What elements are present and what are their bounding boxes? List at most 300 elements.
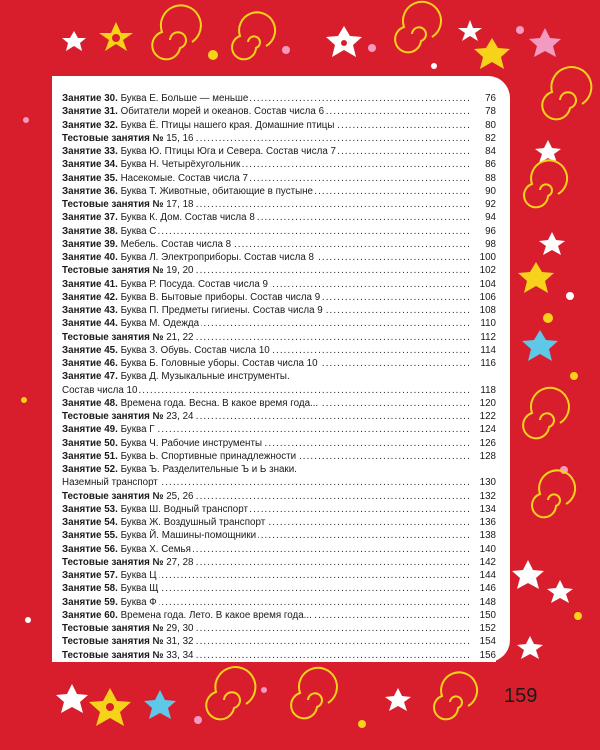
toc-entry-text — [62, 185, 470, 198]
toc-entry — [62, 344, 496, 357]
toc-entry-number: 45. — [104, 344, 118, 356]
toc-entry — [62, 145, 496, 158]
toc-entry-page: 82 — [485, 132, 496, 144]
toc-entry-number: 32. — [104, 119, 118, 131]
star-icon — [522, 330, 558, 361]
toc-entry — [62, 450, 496, 463]
toc-entry-page: 116 — [480, 358, 496, 369]
spiral-icon — [524, 160, 567, 207]
toc-entry-page: 136 — [479, 517, 496, 528]
toc-entry-prefix: Тестовые занятия — [62, 556, 150, 568]
toc-entry-prefix: Тестовые занятия — [62, 649, 150, 661]
toc-entry-page: 84 — [485, 146, 496, 157]
toc-entry-page: 96 — [485, 225, 496, 237]
toc-entry-text — [62, 490, 470, 503]
star-icon — [56, 684, 88, 713]
toc-entry-prefix: Занятие — [62, 93, 102, 104]
toc-entry-number: 39. — [104, 238, 118, 250]
toc-entry-page: 124 — [479, 424, 496, 436]
toc-entry-title: 15, 16 — [166, 132, 194, 144]
toc-entry-title: Буква Ш. Водный транспорт — [120, 503, 248, 515]
toc-entry-title: 27, 28 — [166, 556, 194, 568]
toc-entry-text — [62, 92, 470, 105]
star-icon — [385, 688, 411, 711]
toc-entry-text — [62, 384, 470, 397]
toc-entry-text — [62, 437, 470, 450]
toc-entry — [62, 543, 496, 556]
decor-bottom — [56, 667, 477, 728]
toc-entry-prefix: Тестовые занятия — [62, 411, 150, 422]
toc-entry — [62, 397, 496, 410]
spiral-icon — [434, 672, 477, 719]
toc-entry-page: 130 — [479, 477, 496, 489]
toc-entry — [62, 172, 496, 185]
toc-entry-page: 122 — [479, 411, 496, 422]
toc-entry-text — [62, 291, 470, 304]
toc-entry-text — [62, 198, 470, 211]
decor-left — [21, 117, 31, 623]
toc-entry-number: 55. — [104, 530, 118, 542]
toc-entry — [62, 569, 496, 582]
toc-entry-title: Буква Ф — [120, 596, 157, 608]
toc-entry-page: 92 — [485, 199, 496, 210]
toc-entry-page: 114 — [480, 344, 496, 356]
dot-icon — [21, 397, 27, 403]
toc-entry-page: 146 — [479, 583, 496, 595]
toc-entry-title: Буква Г — [120, 424, 155, 436]
toc-entry-prefix: Занятие — [62, 609, 102, 621]
toc-entry-prefix: Занятие — [62, 371, 102, 383]
toc-entry-number: 41. — [104, 278, 118, 290]
toc-entry-text — [62, 529, 470, 542]
star-icon — [458, 20, 482, 41]
toc-entry-number: № — [152, 623, 164, 634]
toc-entry-title: Буква Щ — [120, 583, 159, 595]
toc-entry — [62, 529, 496, 542]
dot-icon — [566, 292, 574, 300]
toc-entry-title: 25, 26 — [166, 490, 194, 502]
toc-entry-text — [62, 503, 470, 516]
toc-entry-text — [62, 304, 470, 317]
spiral-icon — [532, 470, 575, 517]
toc-entry-title: Буква З. Обувь. Состав числа 10 — [120, 344, 270, 356]
toc-entry-page: 134 — [479, 503, 496, 515]
toc-entry-page: 106 — [479, 291, 496, 303]
spiral-icon — [542, 67, 591, 119]
toc-entry-title: Буква Й. Машины-помощники — [120, 530, 257, 542]
toc-entry-prefix: Занятие — [62, 344, 102, 356]
toc-entry-number: № — [152, 199, 164, 210]
spiral-icon — [523, 388, 569, 438]
toc-entry-text — [62, 251, 470, 264]
toc-entry-page: 110 — [480, 318, 496, 330]
decor-right — [512, 67, 591, 659]
toc-entry — [62, 503, 496, 516]
toc-entry — [62, 410, 496, 423]
toc-entry-prefix: Занятие — [62, 119, 102, 131]
star-icon — [474, 38, 510, 69]
toc-entry-number: № — [152, 556, 164, 568]
toc-entry-number: 53. — [104, 503, 118, 515]
toc-entry-prefix: Занятие — [62, 212, 102, 224]
toc-entry-text — [62, 278, 470, 291]
toc-entry-text — [62, 331, 470, 344]
toc-entry-page: 118 — [480, 384, 496, 396]
toc-entry-number: 54. — [104, 517, 118, 528]
star-icon — [529, 28, 561, 57]
toc-entry-page: 88 — [485, 172, 496, 184]
toc-entry — [62, 331, 496, 344]
star-icon — [517, 636, 543, 659]
toc-entry — [62, 357, 496, 370]
toc-entry — [62, 264, 496, 277]
toc-entry — [62, 582, 496, 595]
toc-entry-prefix: Занятие — [62, 503, 102, 515]
toc-entry-text — [62, 119, 470, 132]
toc-entry-text — [62, 357, 470, 370]
toc-entry-number: 47. — [104, 371, 118, 383]
toc-entry-number: 36. — [104, 185, 118, 197]
toc-entry-title: Буква Б. Головные уборы. Состав числа 10 — [120, 358, 318, 369]
spiral-icon — [232, 12, 275, 59]
toc-entry-title: Обитатели морей и океанов. Состав числа 6 — [120, 106, 325, 118]
toc-entry-title: Времена года. Весна. В какое время года... — [120, 397, 319, 409]
toc-entry — [62, 304, 496, 317]
toc-entry-number: 56. — [104, 543, 118, 555]
toc-entry-number: № — [152, 636, 164, 648]
toc-entry-prefix: Тестовые занятия — [62, 636, 150, 648]
toc-entry-title: Буква К. Дом. Состав числа 8 — [120, 212, 255, 224]
toc-entry-prefix: Занятие — [62, 450, 102, 462]
toc-entry — [62, 516, 496, 529]
dot-icon — [368, 44, 376, 52]
toc-entry-title: Буква Д. Музыкальные инструменты. — [120, 371, 290, 383]
toc-entry-page: 76 — [485, 93, 496, 104]
toc-entry-prefix: Занятие — [62, 596, 102, 608]
toc-entry — [62, 119, 496, 132]
toc-entry-title: Буква В. Бытовые приборы. Состав числа 9 — [120, 291, 321, 303]
toc-entry-number: № — [152, 411, 164, 422]
dot-icon — [358, 720, 366, 728]
toc-entry-title: Времена года. Лето. В какое время года... — [120, 609, 312, 621]
toc-entry-page: 126 — [479, 437, 496, 449]
toc-entry-page: 156 — [479, 649, 496, 661]
toc-entry-text — [62, 264, 470, 277]
toc-entry-number: 38. — [104, 225, 118, 237]
toc-entry — [62, 158, 496, 171]
toc-entry-title: Буква Е. Больше — меньше — [120, 93, 249, 104]
toc-entry-text — [62, 582, 470, 595]
toc-entry-text — [62, 635, 470, 648]
toc-entry-title: Насекомые. Состав числа 7 — [120, 172, 248, 184]
toc-entry-title: Буква С — [120, 225, 157, 237]
content-panel — [52, 76, 510, 662]
toc-entry-title: Буква Ж. Воздушный транспорт — [120, 517, 266, 528]
toc-entry-number: 46. — [104, 358, 118, 369]
table-of-contents — [62, 92, 496, 662]
dot-icon — [23, 117, 29, 123]
toc-entry-number: 51. — [104, 450, 118, 462]
toc-entry-text — [62, 158, 470, 171]
dot-icon — [112, 34, 120, 42]
toc-entry-text — [62, 450, 470, 463]
dot-icon — [431, 63, 437, 69]
toc-entry-number: 60. — [104, 609, 118, 621]
star-icon — [62, 31, 86, 51]
toc-entry-prefix: Занятие — [62, 185, 102, 197]
toc-entry-text — [62, 410, 470, 423]
toc-entry — [62, 649, 496, 662]
dot-icon — [208, 50, 218, 60]
toc-entry-title: Буква М. Одежда — [120, 318, 200, 330]
toc-entry-title: Наземный транспорт — [62, 477, 158, 489]
toc-entry-title: Буква Р. Посуда. Состав числа 9 — [120, 278, 268, 290]
toc-entry — [62, 225, 496, 238]
toc-entry-prefix: Занятие — [62, 424, 102, 436]
toc-entry-prefix: Тестовые занятия — [62, 623, 150, 634]
toc-entry-number: № — [152, 649, 164, 661]
toc-entry-number: 42. — [104, 291, 118, 303]
toc-entry-number: № — [152, 331, 164, 343]
toc-entry-text — [62, 211, 470, 224]
toc-entry-page: 80 — [485, 119, 496, 131]
toc-entry-page: 142 — [479, 556, 496, 568]
toc-entry-prefix: Тестовые занятия — [62, 490, 150, 502]
dot-icon — [570, 372, 578, 380]
toc-entry — [62, 490, 496, 503]
toc-entry-text — [62, 132, 470, 145]
toc-entry-number: 57. — [104, 570, 118, 581]
toc-entry-page: 94 — [485, 212, 496, 224]
toc-entry-number: 58. — [104, 583, 118, 595]
toc-entry-page: 104 — [479, 278, 496, 290]
toc-entry — [62, 370, 496, 383]
toc-entry-number: 49. — [104, 424, 118, 436]
toc-entry-number: 59. — [104, 596, 118, 608]
dot-icon — [282, 46, 290, 54]
toc-entry-prefix: Занятие — [62, 464, 102, 475]
toc-entry-text — [62, 609, 470, 622]
toc-entry-title: Буква Н. Четырёхугольник — [120, 159, 241, 171]
dot-icon — [341, 40, 347, 46]
dot-icon — [25, 617, 31, 623]
toc-entry-page: 108 — [479, 305, 496, 316]
toc-entry-title: Буква Ц — [120, 570, 157, 581]
toc-entry-prefix: Занятие — [62, 238, 102, 250]
toc-entry-title: Буква П. Предметы гигиены. Состав числа 9 — [120, 305, 323, 316]
toc-entry-prefix: Тестовые занятия — [62, 265, 150, 277]
toc-entry-prefix: Тестовые занятия — [62, 132, 150, 144]
toc-entry-prefix: Занятие — [62, 146, 102, 157]
dot-icon — [106, 703, 114, 711]
toc-entry-page: 138 — [479, 530, 496, 542]
toc-entry — [62, 278, 496, 291]
toc-entry — [62, 423, 496, 436]
toc-entry-text — [62, 543, 470, 556]
toc-entry-page: 144 — [479, 570, 496, 581]
toc-entry-page: 102 — [479, 265, 496, 277]
toc-entry-prefix: Занятие — [62, 583, 102, 595]
toc-entry-prefix: Занятие — [62, 225, 102, 237]
toc-entry-page: 100 — [479, 252, 496, 263]
toc-entry-number: 48. — [104, 397, 118, 409]
toc-entry-text — [62, 463, 496, 476]
toc-entry-text — [62, 476, 470, 489]
star-icon — [144, 690, 176, 719]
toc-entry-title: Буква Х. Семья — [120, 543, 191, 555]
toc-entry-text — [62, 317, 470, 330]
star-icon — [539, 232, 565, 255]
toc-entry-page: 90 — [485, 185, 496, 197]
spiral-icon — [395, 2, 441, 52]
toc-entry-title: 29, 30 — [166, 623, 194, 634]
toc-entry-number: 44. — [104, 318, 118, 330]
toc-entry — [62, 251, 496, 264]
toc-entry-number: 43. — [104, 305, 118, 316]
toc-entry-page: 86 — [485, 159, 496, 171]
toc-entry-prefix: Тестовые занятия — [62, 331, 150, 343]
toc-entry — [62, 198, 496, 211]
toc-entry — [62, 238, 496, 251]
toc-entry-text — [62, 370, 496, 383]
decor-top — [62, 2, 561, 69]
toc-entry-title: Буква Ч. Рабочие инструменты — [120, 437, 262, 449]
toc-entry-text — [62, 172, 470, 185]
star-icon — [518, 262, 554, 293]
toc-entry-number: 37. — [104, 212, 118, 224]
toc-entry-text — [62, 516, 470, 529]
toc-entry-number: 40. — [104, 252, 118, 263]
toc-entry-prefix: Занятие — [62, 437, 102, 449]
toc-entry-page: 148 — [479, 596, 496, 608]
dot-icon — [261, 687, 267, 693]
toc-entry-text — [62, 105, 470, 118]
toc-entry-title: 23, 24 — [166, 411, 194, 422]
toc-entry-text — [62, 423, 470, 436]
toc-entry-prefix: Занятие — [62, 543, 102, 555]
toc-entry-page: 152 — [479, 623, 496, 634]
dot-icon — [543, 313, 553, 323]
toc-entry-page: 98 — [485, 238, 496, 250]
dot-icon — [574, 612, 582, 620]
toc-entry-title: Мебель. Состав числа 8 — [120, 238, 232, 250]
toc-entry — [62, 317, 496, 330]
toc-entry-title: Буква Т. Животные, обитающие в пустыне — [120, 185, 313, 197]
toc-entry-prefix: Занятие — [62, 291, 102, 303]
toc-entry-number: 34. — [104, 159, 118, 171]
toc-entry-title: 31, 32 — [166, 636, 194, 648]
toc-entry-title: 19, 20 — [166, 265, 194, 277]
toc-entry-prefix: Занятие — [62, 252, 102, 263]
dot-icon — [194, 716, 202, 724]
toc-entry-prefix: Занятие — [62, 570, 102, 581]
toc-entry — [62, 291, 496, 304]
dot-icon — [516, 26, 524, 34]
toc-entry-page: 154 — [479, 636, 496, 648]
toc-entry-title: 21, 22 — [166, 331, 194, 343]
toc-entry-title: Буква Ё. Птицы нашего края. Домашние птицы — [120, 119, 335, 131]
star-icon — [512, 560, 544, 589]
toc-entry-text — [62, 238, 470, 251]
toc-entry — [62, 609, 496, 622]
toc-entry-page: 128 — [479, 450, 496, 462]
toc-entry — [62, 92, 496, 105]
toc-entry-page: 150 — [479, 609, 496, 621]
toc-entry — [62, 105, 496, 118]
toc-entry — [62, 596, 496, 609]
toc-entry-prefix: Занятие — [62, 358, 102, 369]
toc-entry-title: Буква Л. Электроприборы. Состав числа 8 — [120, 252, 314, 263]
toc-entry-prefix: Занятие — [62, 305, 102, 316]
spiral-icon — [291, 668, 337, 718]
toc-entry-page: 132 — [479, 490, 496, 502]
toc-entry-number: 33. — [104, 146, 118, 157]
toc-entry-prefix: Занятие — [62, 172, 102, 184]
toc-entry-page: 120 — [479, 397, 496, 409]
toc-entry-title: 17, 18 — [166, 199, 194, 210]
toc-entry-prefix: Занятие — [62, 278, 102, 290]
toc-entry-number: 35. — [104, 172, 118, 184]
spiral-icon — [206, 667, 255, 719]
toc-entry-number: № — [152, 490, 164, 502]
toc-entry — [62, 463, 496, 476]
toc-entry-prefix: Занятие — [62, 397, 102, 409]
toc-entry-page: 112 — [480, 331, 496, 343]
toc-entry — [62, 437, 496, 450]
toc-entry — [62, 132, 496, 145]
star-icon — [547, 580, 573, 603]
toc-entry-number: 52. — [104, 464, 118, 475]
toc-entry-text — [62, 569, 470, 582]
toc-entry-title: Состав числа 10 — [62, 384, 138, 396]
toc-entry-number: 50. — [104, 437, 118, 449]
toc-entry-prefix: Занятие — [62, 517, 102, 528]
toc-entry — [62, 476, 496, 489]
toc-entry-number: 30. — [104, 93, 118, 104]
toc-entry-text — [62, 225, 470, 238]
toc-entry — [62, 211, 496, 224]
toc-entry-text — [62, 596, 470, 609]
toc-entry-number: № — [152, 265, 164, 277]
toc-entry-title: Буква Ь. Спортивные принадлежности — [120, 450, 297, 462]
toc-entry — [62, 622, 496, 635]
toc-entry-text — [62, 556, 470, 569]
toc-entry — [62, 384, 496, 397]
spiral-icon — [152, 5, 201, 59]
toc-entry-prefix: Занятие — [62, 159, 102, 171]
toc-entry-number: 31. — [104, 106, 118, 118]
toc-entry-prefix: Занятие — [62, 318, 102, 330]
toc-entry-text — [62, 622, 470, 635]
toc-entry-page: 140 — [479, 543, 496, 555]
toc-entry-prefix: Тестовые занятия — [62, 199, 150, 210]
toc-entry-title: 33, 34 — [166, 649, 194, 661]
toc-entry-number: № — [152, 132, 164, 144]
page-number: 159 — [504, 685, 538, 707]
toc-entry — [62, 556, 496, 569]
toc-entry-prefix: Занятие — [62, 530, 102, 542]
toc-entry-text — [62, 145, 470, 158]
toc-entry-prefix: Занятие — [62, 106, 102, 118]
toc-entry-text — [62, 649, 470, 662]
toc-entry-text — [62, 397, 470, 410]
toc-entry-title: Буква Ю. Птицы Юга и Севера. Состав числа 7 — [120, 146, 336, 157]
toc-entry-text — [62, 344, 470, 357]
toc-entry-page: 78 — [485, 106, 496, 118]
toc-entry — [62, 185, 496, 198]
toc-entry — [62, 635, 496, 648]
toc-entry-title: Буква Ъ. Разделительные Ъ и Ь знаки. — [120, 464, 297, 475]
